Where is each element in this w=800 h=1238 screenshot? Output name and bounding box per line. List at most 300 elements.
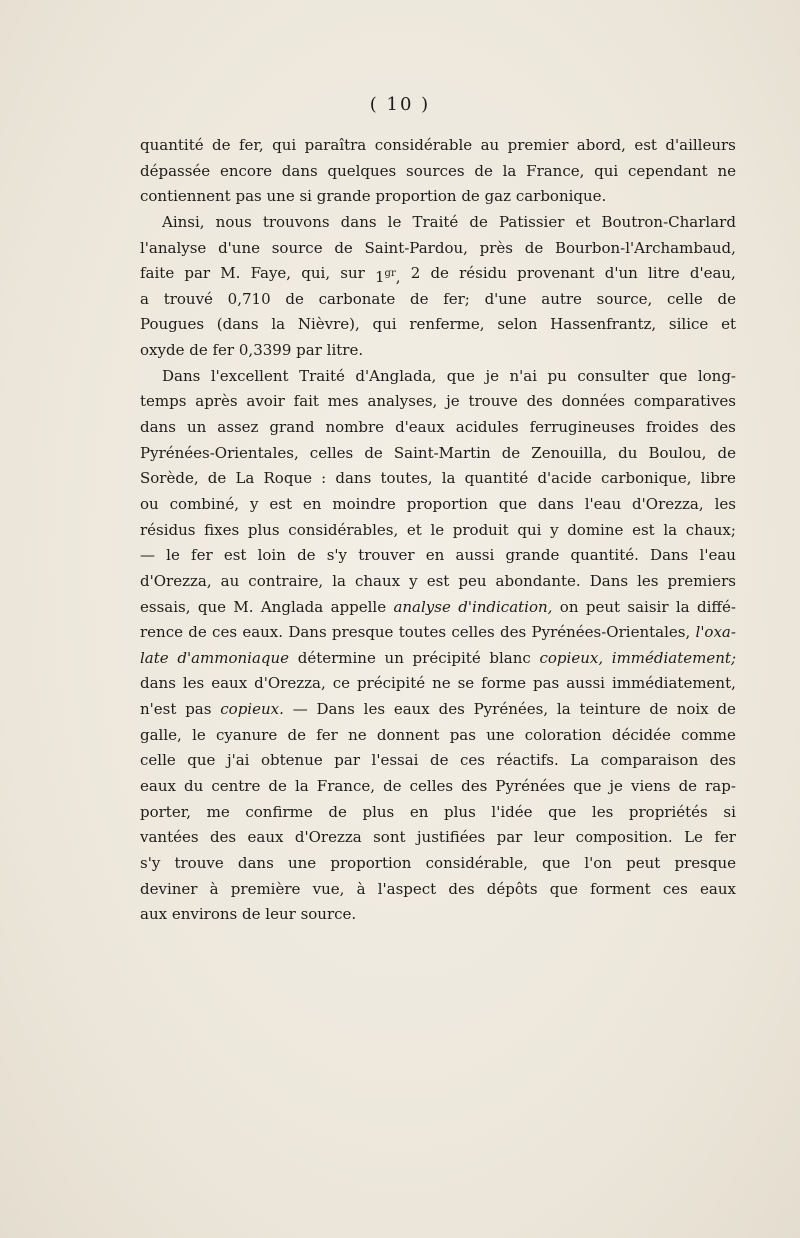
word: dépôts (486, 879, 538, 898)
word: celles (309, 443, 354, 462)
word: qui (594, 161, 619, 180)
text-line (140, 774, 736, 800)
text-line (140, 466, 736, 492)
word: grand (269, 418, 315, 437)
word: la (441, 469, 456, 488)
word: y (409, 571, 418, 590)
word: l'on (584, 853, 612, 872)
word: dans (237, 853, 274, 872)
word: les (591, 802, 614, 821)
word: nombre (325, 418, 385, 437)
word: d'Anglada, (355, 366, 437, 385)
word: on (559, 597, 579, 616)
word: est (634, 136, 657, 154)
word: chaux; (685, 520, 736, 539)
word: ces (662, 879, 688, 898)
word: avoir (246, 392, 285, 411)
word: pas (185, 700, 212, 719)
word: par (334, 751, 360, 770)
word: consulter (577, 366, 649, 385)
word: aux (140, 905, 168, 924)
word: y (550, 520, 559, 539)
word: M. (220, 264, 241, 283)
word: le (192, 725, 206, 744)
word: contraire, (248, 571, 324, 590)
word: les (714, 494, 736, 513)
word: ces (212, 623, 238, 642)
text-line (140, 646, 736, 672)
page-number: ( 10 ) (369, 94, 431, 115)
word: de (268, 777, 287, 796)
text-line (140, 159, 736, 185)
word: sources (406, 161, 465, 180)
word: la (332, 571, 346, 590)
text-line (140, 800, 736, 826)
word: mes (327, 392, 359, 411)
text-line (140, 877, 736, 903)
word: par (184, 264, 211, 283)
text-line (140, 543, 736, 569)
word: late (140, 648, 169, 667)
word: abord, (576, 136, 626, 154)
text-line (140, 620, 736, 646)
word: par (496, 828, 523, 847)
word: dépassée (140, 161, 211, 180)
word: plus (362, 802, 395, 821)
word: Pyrénées-Orientales, (140, 443, 299, 462)
word: l'eau (699, 546, 736, 565)
word: d'Orezza (294, 828, 362, 847)
word: assez (217, 418, 259, 437)
word: l'eau (584, 494, 622, 513)
text-line (140, 825, 736, 851)
word: des (209, 828, 237, 847)
word: La (570, 751, 590, 770)
body-text (140, 133, 736, 928)
word: que (659, 366, 688, 385)
word: est (632, 520, 655, 539)
word: qui (517, 520, 542, 539)
word: une (287, 853, 317, 872)
word: l'idée (491, 802, 533, 821)
word: résidu (459, 264, 507, 283)
word: réactifs. (496, 751, 559, 770)
word: la (556, 700, 571, 719)
word: pas (235, 187, 262, 206)
word: l'oxa- (695, 623, 736, 642)
word: d'une (484, 289, 527, 308)
text-line (140, 697, 736, 723)
word: environs (171, 905, 238, 924)
text-line (140, 415, 736, 441)
word: Boulou, (648, 443, 707, 462)
word: cependant (628, 161, 708, 180)
word: de (242, 905, 261, 924)
word: que (446, 366, 475, 385)
word: Pyrénées-Orientales, (531, 623, 691, 642)
word: de (501, 443, 521, 462)
word: (dans (216, 315, 259, 334)
word: aussi (566, 674, 605, 693)
word: en (302, 494, 322, 513)
word: — (292, 700, 308, 719)
word: provenant (517, 264, 595, 283)
word: qui, (301, 264, 331, 283)
word: diffé- (696, 597, 736, 616)
word: peu (458, 571, 487, 590)
text-line (140, 902, 736, 928)
word: grande (316, 187, 371, 206)
word: galle, (140, 725, 182, 744)
word: rence (140, 623, 183, 642)
word: d'Orezza, (632, 494, 704, 513)
word: que (187, 751, 216, 770)
word: Zenouilla, (531, 443, 608, 462)
word: de (364, 443, 383, 462)
word: toutes (398, 623, 447, 642)
word: de (285, 289, 304, 308)
text-line (140, 748, 736, 774)
word: de (212, 136, 231, 154)
word: celle (140, 751, 176, 770)
word: si (723, 802, 736, 821)
word: Saint-Pardou, (364, 238, 468, 257)
word: précipité (356, 674, 426, 693)
word: presque (331, 623, 394, 642)
word: de (430, 264, 449, 283)
text-line (140, 518, 736, 544)
word: selon (497, 315, 538, 334)
word: litre. (326, 341, 364, 360)
word: Le (684, 828, 703, 847)
word: Saint-Martin (393, 443, 491, 462)
word: obtenue (261, 751, 323, 770)
word: fer (316, 725, 338, 744)
word: vue, (312, 879, 345, 898)
word: leur (533, 828, 565, 847)
word: des (500, 623, 527, 642)
word: de (207, 469, 227, 488)
word: par (296, 341, 322, 360)
word: grande (505, 546, 560, 565)
word: le (166, 546, 180, 565)
word: des (438, 700, 465, 719)
word: source. (300, 905, 357, 924)
word: ou (140, 494, 159, 513)
word: Dans (316, 700, 355, 719)
word: au (220, 571, 240, 590)
word: et (721, 315, 736, 334)
word: domine (567, 520, 624, 539)
word: M. (233, 597, 254, 616)
word: est (269, 494, 292, 513)
word: proportion (375, 187, 457, 206)
word: abondante. (495, 571, 581, 590)
word: pas (449, 725, 476, 744)
word: fer, (238, 136, 264, 154)
word: rap- (705, 777, 736, 796)
word: Dans (650, 546, 689, 565)
word: copieux. (220, 700, 284, 719)
word: saisir (627, 597, 669, 616)
word: un (186, 418, 207, 437)
word: carbonique, (600, 469, 692, 488)
word: des (709, 751, 736, 770)
word: contiennent (140, 187, 231, 206)
word: trouver (358, 546, 415, 565)
word: est (223, 546, 247, 565)
word: de (297, 546, 316, 565)
word: les (363, 700, 386, 719)
word: de (469, 212, 488, 231)
word: centre (211, 777, 261, 796)
word: des (709, 418, 736, 437)
word: de (189, 341, 208, 360)
word: 2 (410, 264, 421, 283)
word: trouvons (262, 212, 330, 231)
word: de (334, 238, 353, 257)
word: source, (596, 289, 653, 308)
word: Bourbon-l'Archambaud, (554, 238, 736, 257)
word: eaux. (242, 623, 284, 642)
word: Pougues (140, 315, 205, 334)
word: sur (340, 264, 365, 283)
word: Anglada (260, 597, 324, 616)
word: Traité (412, 212, 459, 231)
word: est (426, 571, 450, 590)
word: la (502, 161, 517, 180)
word: à (356, 879, 366, 898)
word: d'Orezza, (254, 674, 326, 693)
word: comparatives (633, 392, 736, 411)
word: premiers (667, 571, 736, 590)
word: qui (272, 136, 297, 154)
word: dans (335, 469, 372, 488)
word: de (383, 777, 402, 796)
word: si (299, 187, 312, 206)
word: Pyrénées (495, 777, 566, 796)
word: plus (247, 520, 280, 539)
word: porter, (140, 802, 191, 821)
word: et (406, 520, 422, 539)
word: de (430, 751, 449, 770)
word: celle (667, 289, 703, 308)
word: près (479, 238, 513, 257)
word: fait (293, 392, 319, 411)
word: l'analyse (140, 238, 207, 257)
word: du (184, 777, 204, 796)
word: fer (191, 546, 213, 565)
word: Faye, (250, 264, 292, 283)
word: a (140, 289, 149, 308)
word: de (461, 187, 480, 206)
text-line (140, 851, 736, 877)
word: quelques (327, 161, 397, 180)
word: autre (541, 289, 582, 308)
word: Roque (263, 469, 312, 488)
word: d'eaux (395, 418, 445, 437)
word: précipité (412, 648, 481, 667)
word: que (573, 777, 602, 796)
word: eaux (140, 777, 176, 796)
word: dans (281, 161, 318, 180)
word: qui (372, 315, 397, 334)
word: première (230, 879, 301, 898)
word: se (457, 674, 475, 693)
word: deviner (140, 879, 198, 898)
word: silice (668, 315, 709, 334)
word: de (717, 443, 736, 462)
word: décidée (611, 725, 671, 744)
word: données (561, 392, 625, 411)
word: d'une (218, 238, 260, 257)
text-line (140, 287, 736, 313)
word: l'essai (371, 751, 419, 770)
word: ferrugineuses (529, 418, 635, 437)
word: gaz (484, 187, 512, 206)
word: s'y (326, 546, 348, 565)
word: noix (676, 700, 709, 719)
word: ne (348, 725, 367, 744)
word: de (717, 700, 736, 719)
word: loin (257, 546, 286, 565)
word: peut (626, 853, 661, 872)
word: n'ai (509, 366, 538, 385)
text-line (140, 364, 736, 390)
word: je (446, 392, 460, 411)
word: trouve (174, 853, 224, 872)
word: blanc (489, 648, 531, 667)
word: dans (537, 494, 574, 513)
word: celles (451, 623, 495, 642)
word: y (249, 494, 259, 513)
word: Dans (162, 366, 201, 385)
word: renferme, (409, 315, 485, 334)
word: source (271, 238, 323, 257)
word: : (321, 469, 327, 488)
word: du (618, 443, 638, 462)
word: copieux, (539, 648, 604, 667)
word: quantité. (570, 546, 639, 565)
word: coloration (524, 725, 602, 744)
word: froides (645, 418, 699, 437)
word: dans (340, 212, 377, 231)
word: considérable (374, 136, 473, 154)
text-line (140, 595, 736, 621)
word: produit (452, 520, 509, 539)
word: analyses, (367, 392, 438, 411)
word: toutes, (380, 469, 433, 488)
word: d'ammoniaque (177, 648, 290, 667)
word: trouve (468, 392, 518, 411)
text-line (140, 261, 736, 287)
word: temps (140, 392, 187, 411)
word: d'indication, (458, 597, 553, 616)
word: ne (717, 161, 736, 180)
word: fer (714, 828, 736, 847)
text-line (140, 312, 736, 338)
word: d'Orezza, (140, 571, 212, 590)
word: La (235, 469, 255, 488)
word: plus (444, 802, 476, 821)
word: comparaison (600, 751, 699, 770)
word: que (549, 879, 578, 898)
word: appelle (330, 597, 387, 616)
word: vantées (140, 828, 199, 847)
word: moindre (332, 494, 396, 513)
word: je (609, 777, 623, 796)
word: pu (547, 366, 567, 385)
text-line (140, 389, 736, 415)
word: un (384, 648, 404, 667)
word: d'eau, (689, 264, 736, 283)
word: $1^{gr}$, (375, 268, 401, 287)
word: faite (140, 264, 175, 283)
word: à (209, 879, 219, 898)
word: Sorède, (140, 469, 199, 488)
word: Boutron-Charlard (601, 212, 736, 231)
word: me (206, 802, 230, 821)
word: cyanure (216, 725, 278, 744)
word: des (526, 392, 553, 411)
word: confirme (245, 802, 313, 821)
word: d'acide (537, 469, 592, 488)
word: de (188, 623, 207, 642)
word: long- (697, 366, 736, 385)
word: Hassenfrantz, (550, 315, 657, 334)
word: détermine (297, 648, 376, 667)
word: fixes (204, 520, 240, 539)
word: aussi (455, 546, 495, 565)
word: trouvé (163, 289, 213, 308)
word: d'ailleurs (665, 136, 736, 154)
word: s'y (140, 853, 161, 872)
word: des (448, 879, 475, 898)
word: Dans (589, 571, 629, 590)
word: le (430, 520, 445, 539)
word: 0,3399 (238, 341, 292, 360)
word: proportion (406, 494, 488, 513)
word: de (287, 725, 306, 744)
word: Traité (299, 366, 345, 385)
word: fer; (443, 289, 470, 308)
word: — (140, 546, 155, 565)
word: justifiées (416, 828, 486, 847)
word: premier (507, 136, 569, 154)
word: de (328, 802, 347, 821)
word: immédiatement; (611, 648, 736, 667)
word: nous (215, 212, 252, 231)
text-line (140, 338, 736, 364)
word: celles (409, 777, 454, 796)
word: proportion (330, 853, 412, 872)
word: combiné, (169, 494, 240, 513)
text-line (140, 492, 736, 518)
word: eaux (393, 700, 430, 719)
word: une (266, 187, 295, 206)
word: teinture (579, 700, 641, 719)
word: de (409, 289, 429, 308)
word: Ainsi, (162, 212, 205, 231)
word: propriétés (628, 802, 708, 821)
word: donnent (376, 725, 440, 744)
word: n'est (140, 700, 177, 719)
word: acidules (455, 418, 519, 437)
word: Nièvre), (297, 315, 360, 334)
word: forme (481, 674, 526, 693)
word: Pyrénées, (473, 700, 549, 719)
text-line (140, 184, 736, 210)
